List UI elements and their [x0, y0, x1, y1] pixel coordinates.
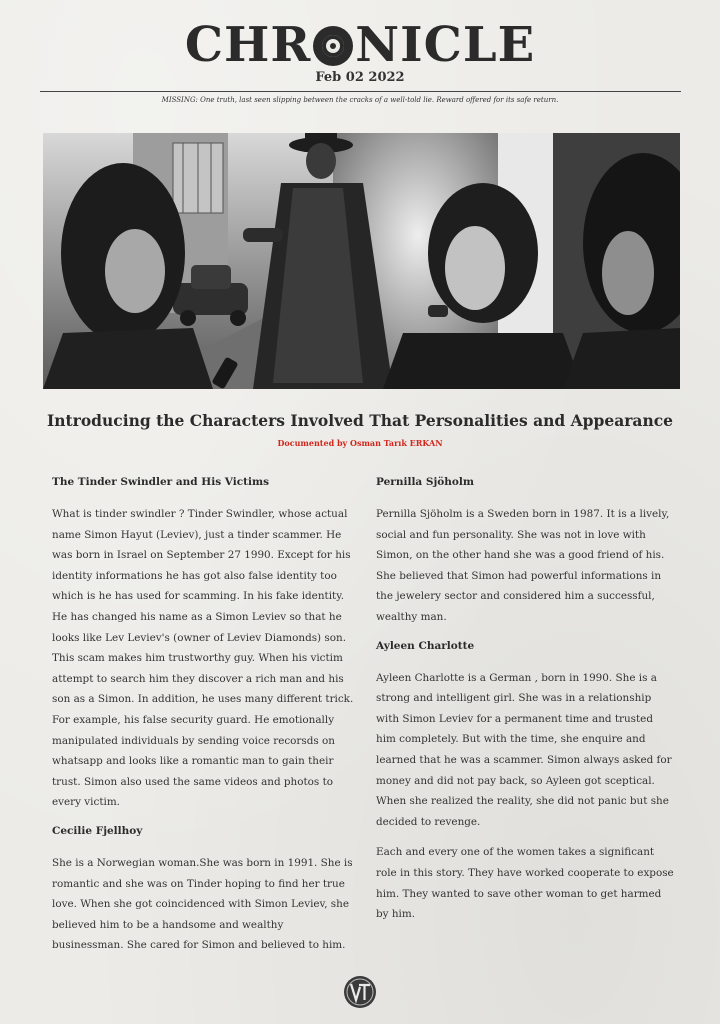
masthead-divider: [40, 91, 681, 92]
section-text-swindler: What is tinder swindler ? Tinder Swindler, whose actual name Simon Hayut (Leviev), just a tinder scammer. He was born in Israel on September 27 1990. Except for his identity informations he has got also false identity too which is he has used for scamming. In his fake identity. He has changed his name as a Simon Leviev so that he looks like Lev Leviev's (owner of Leviev Diamonds) son. This scam makes him trustworthy guy. When his victim attempt to search him they discover a rich man and his son as a Simon. In addition, he uses many different trick. For example, his false security guard. He emotionally manipulated individuals by sending voice recorsds on whatsapp and looks like a romantic man to gain their trust. Simon also used the same videos and photos to every victim.: [52, 508, 354, 809]
hero-illustration: [43, 133, 680, 389]
vt-monogram-logo: [343, 975, 377, 1009]
section-text-closing: Each and every one of the women takes a significant role in this story. They have worked cooperate to expose him. They wanted to save other woman to get harmed by him.: [376, 846, 674, 921]
section-text-ayleen: Ayleen Charlotte is a German , born in 1990. She is a strong and intelligent girl. She was in a relationship with Simon Leviev for a permanent time and trusted him completely. But with the time, she enquire and learned that he was a scammer. Simon always asked for money and did not pay back, so Ayleen got sceptical. When she realized the reality, she did not panic but she decided to revenge.: [376, 671, 672, 828]
issue-date: Feb 02 2022: [315, 70, 405, 85]
article-headline: Introducing the Characters Involved That Personalities and Appearance: [46, 411, 674, 430]
section-title-pernilla: Pernilla Sjöholm: [376, 476, 475, 488]
section-text-cecilie: She is a Norwegian woman.She was born in 1991. She is romantic and she was on Tinder hoping to find her true love. When she got coincidenced with Simon Leviev, she believed him to be a handsome and wealthy businessman. She cared for Simon and believed to him.: [52, 856, 353, 952]
section-title-ayleen: Ayleen Charlotte: [376, 639, 475, 652]
article-byline: Documented by Osman Tarık ERKAN: [277, 438, 443, 448]
article-column-left: [52, 474, 358, 966]
section-title-cecilie: Cecilie Fjellhoy: [52, 824, 143, 837]
section-title-swindler: The Tinder Swindler and His Victims: [52, 476, 269, 488]
record-disc-icon: [313, 26, 353, 66]
masthead-tagline: MISSING: One truth, last seen slipping between the cracks of a well-told lie. Reward offered for its safe return.: [161, 96, 559, 104]
article-column-right: [376, 474, 676, 935]
noir-scene-illustration: [43, 133, 680, 389]
masthead-title-left: CHR: [184, 17, 312, 73]
masthead-title: [185, 18, 535, 72]
masthead: [0, 18, 720, 72]
section-text-pernilla: Pernilla Sjöholm is a Sweden born in 1987. It is a lively, social and fun personality. She was not in love with Simon, on the other hand she was a good friend of his. She believed that Simon had powerful informations in the jewelery sector and considered him a successful, wealthy man.: [376, 508, 670, 623]
masthead-title-right: NICLE: [355, 17, 536, 73]
